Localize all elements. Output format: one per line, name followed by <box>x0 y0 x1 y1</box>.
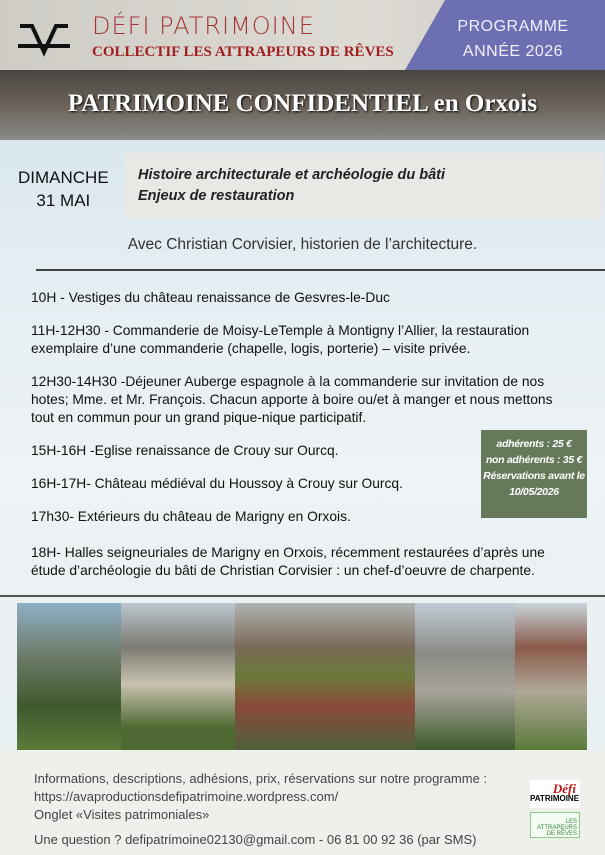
photo-strip <box>17 603 587 750</box>
divider <box>36 269 605 271</box>
schedule-item: 18H- Halles seigneuriales de Marigny en Orxois, récemment restaurées d’après une étude d’archéologie du bâti de Christian Corvisier : un chef-d’oeuvre de charpente. <box>31 545 545 578</box>
photo-commanderie <box>121 603 235 750</box>
schedule-item: 12H30-14H30 -Déjeuner Auberge espagnole à la commanderie sur invitation de nos hotes; Mme. et Mr. François. Chacun apporte à boire ou/et à manger et nous mettons tout en commun pour un grand pique-nique participatif. <box>31 374 553 425</box>
photo-houssoy <box>415 603 515 750</box>
programme-label: PROGRAMME ANNÉE 2026 <box>457 18 569 60</box>
price-box: adhérents : 25 € non adhérents : 35 € Réservations avant le 10/05/2026 <box>481 430 587 518</box>
event-themes: Histoire architecturale et archéologie du bâti Enjeux de restauration <box>125 152 603 218</box>
divider <box>0 595 605 597</box>
page-title: PATRIMOINE CONFIDENTIEL en Orxois <box>67 90 538 117</box>
contact-line: Une question ? defipatrimoine02130@gmail.com - 06 81 00 92 36 (par SMS) <box>34 832 477 847</box>
brand-name: DÉFI PATRIMOINE <box>92 12 315 40</box>
photo-church <box>235 603 415 750</box>
footer-info: Informations, descriptions, adhésions, prix, réservations sur notre programme : https://avaproductionsdefipatrimoine.wordpress.com/ Onglet «Visites patrimoniales» <box>34 771 488 822</box>
schedule-item: 17h30- Extérieurs du château de Marigny en Orxois. <box>31 509 351 524</box>
website-link[interactable]: https://avaproductionsdefipatrimoine.wordpress.com/ <box>34 789 339 804</box>
defi-patrimoine-logo: Défi PATRIMOINE <box>530 780 580 808</box>
schedule-item: 11H-12H30 - Commanderie de Moisy-LeTemple à Montigny l’Allier, la restauration exemplaire d’une commanderie (chapelle, logis, porterie) – visite privée. <box>31 323 530 356</box>
schedule-item: 10H - Vestiges du château renaissance de Gesvres-le-Duc <box>31 290 390 305</box>
schedule-item: 16H-17H- Château médiéval du Houssoy à Crouy sur Ourcq. <box>31 476 403 491</box>
photo-halles <box>515 603 587 750</box>
photo-gesvres <box>17 603 121 750</box>
attrapeurs-logo: LES ATTRAPEURS DE RÊVES <box>530 812 580 838</box>
defi-logo-icon <box>18 18 70 58</box>
schedule-item: 15H-16H -Eglise renaissance de Crouy sur Ourcq. <box>31 443 339 458</box>
event-date: DIMANCHE 31 MAI <box>18 168 109 210</box>
guide-line: Avec Christian Corvisier, historien de l’architecture. <box>127 236 478 253</box>
collective-name: COLLECTIF LES ATTRAPEURS DE RÊVES <box>92 44 394 60</box>
